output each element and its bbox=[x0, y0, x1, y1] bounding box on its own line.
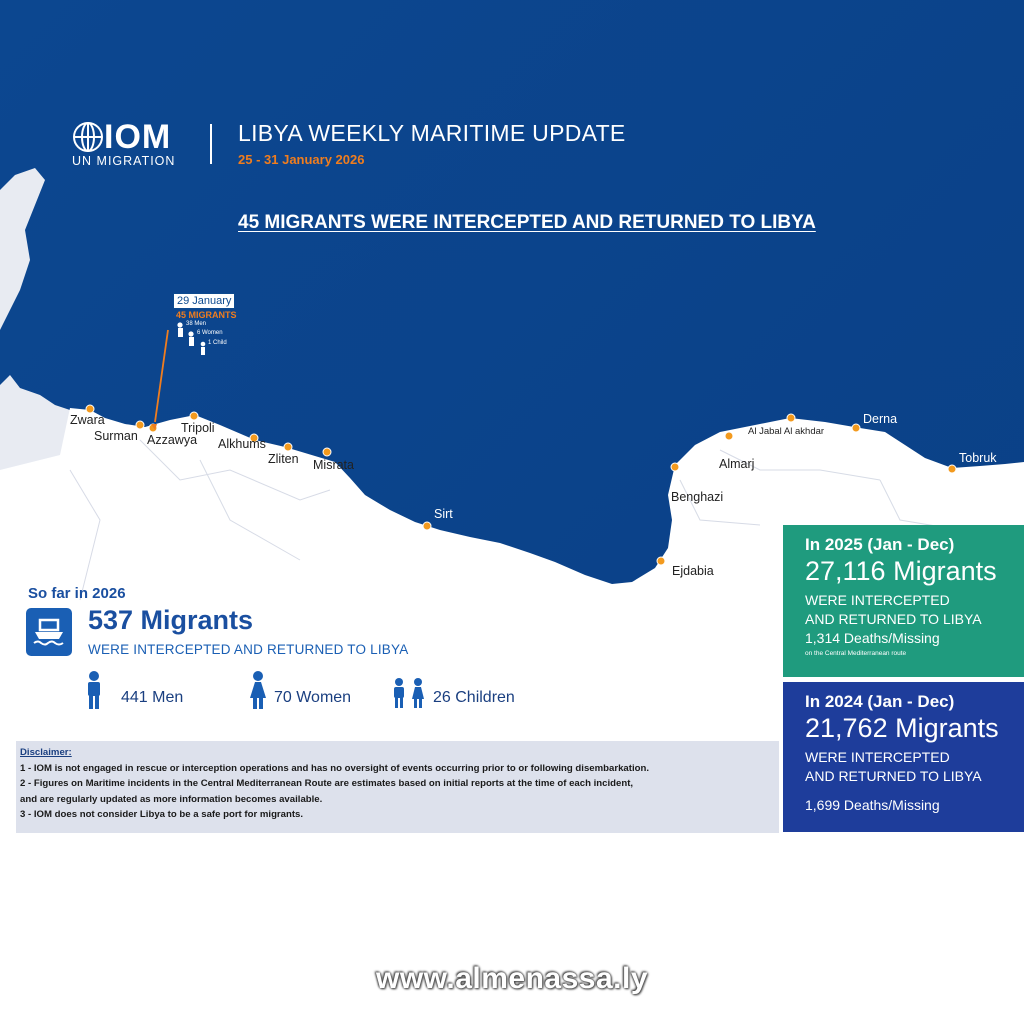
sofar-count: 537 Migrants bbox=[88, 605, 254, 635]
callout-child: 1 Child bbox=[208, 340, 227, 346]
dot-ejdabia bbox=[657, 557, 665, 565]
city-label-surman: Surman bbox=[94, 429, 138, 443]
city-label-azzawya: Azzawya bbox=[147, 433, 198, 447]
dot-derna bbox=[852, 424, 860, 432]
city-label-ejdabia: Ejdabia bbox=[672, 564, 714, 578]
disclaimer-line-2: 2 - Figures on Maritime incidents in the Central Mediterranean Route are estimates based on initial reports at the time of each incident, bbox=[20, 778, 634, 789]
callout-men: 38 Men bbox=[186, 321, 207, 327]
callout-date: 29 January bbox=[173, 293, 235, 309]
stats-2025-deaths: 1,314 Deaths/Missing bbox=[805, 630, 940, 646]
stats-2024-count: 21,762 Migrants bbox=[805, 713, 999, 743]
dot-tobruk bbox=[948, 465, 956, 473]
disclaimer-box bbox=[16, 741, 779, 833]
sofar-men: 441 Men bbox=[121, 689, 184, 706]
stats-2025-count: 27,116 Migrants bbox=[805, 556, 997, 586]
disclaimer-line-1: 1 - IOM is not engaged in rescue or interception operations and has no oversight of events occurring prior to or following disembarkation. bbox=[20, 762, 650, 774]
stats-2025-box bbox=[782, 525, 1024, 677]
callout-women: 6 Women bbox=[197, 330, 223, 336]
city-label-benghazi: Benghazi bbox=[671, 490, 724, 504]
report-title: LIBYA WEEKLY MARITIME UPDATE bbox=[238, 120, 626, 146]
city-label-tobruk: Tobruk bbox=[959, 451, 997, 465]
stats-2025-line1: WERE INTERCEPTED bbox=[805, 592, 950, 608]
dot-almarj bbox=[725, 432, 733, 440]
dot-tripoli bbox=[190, 412, 198, 420]
stats-2025-heading: In 2025 (Jan - Dec) bbox=[805, 535, 955, 554]
dot-misrata bbox=[323, 448, 331, 456]
header-divider bbox=[210, 124, 212, 164]
city-label-zliten: Zliten bbox=[268, 452, 299, 466]
sofar-heading: So far in 2026 bbox=[28, 585, 126, 602]
boat-icon bbox=[26, 608, 72, 656]
disclaimer-heading: Disclaimer: bbox=[20, 747, 72, 758]
sofar-children: 26 Children bbox=[433, 689, 515, 706]
stats-2024-line1: WERE INTERCEPTED bbox=[805, 749, 950, 765]
headline: 45 MIGRANTS WERE INTERCEPTED AND RETURNED TO LIBYA bbox=[238, 212, 816, 233]
disclaimer-line-4: 3 - IOM does not consider Libya to be a safe port for migrants. bbox=[20, 809, 304, 820]
dot-zwara bbox=[86, 405, 94, 413]
stats-2024-heading: In 2024 (Jan - Dec) bbox=[805, 692, 955, 711]
city-label-almarj: Almarj bbox=[719, 457, 755, 471]
logo-name: IOM bbox=[104, 118, 172, 156]
report-dates: 25 - 31 January 2026 bbox=[238, 152, 365, 167]
stats-2025-line2: AND RETURNED TO LIBYA bbox=[805, 611, 982, 627]
disclaimer-line-3: and are regularly updated as more information becomes available. bbox=[20, 793, 323, 805]
callout-count: 45 MIGRANTS bbox=[176, 310, 237, 320]
city-label-derna: Derna bbox=[863, 412, 898, 426]
dot-sirt bbox=[423, 522, 431, 530]
stats-2024-box bbox=[782, 682, 1024, 832]
stats-2025-note: on the Central Mediterranean route bbox=[805, 650, 907, 657]
city-label-zwara: Zwara bbox=[70, 413, 105, 427]
sofar-subtext: WERE INTERCEPTED AND RETURNED TO LIBYA bbox=[88, 642, 409, 657]
dot-benghazi bbox=[671, 463, 679, 471]
logo-subtitle: UN MIGRATION bbox=[72, 154, 176, 168]
city-label-alkhums: Alkhums bbox=[218, 437, 266, 451]
iom-logo bbox=[72, 120, 171, 154]
stats-2024-deaths: 1,699 Deaths/Missing bbox=[805, 797, 940, 813]
city-label-tripoli: Tripoli bbox=[181, 421, 215, 435]
city-label-aljabal: Al Jabal Al akhdar bbox=[748, 426, 825, 437]
sofar-women: 70 Women bbox=[274, 689, 352, 706]
stats-2024-line2: AND RETURNED TO LIBYA bbox=[805, 768, 982, 784]
city-label-sirt: Sirt bbox=[434, 507, 453, 521]
watermark: www.almenassa.ly bbox=[375, 962, 649, 995]
dot-surman bbox=[136, 421, 144, 429]
dot-zliten bbox=[284, 443, 292, 451]
dot-aljabal bbox=[787, 414, 795, 422]
city-label-misrata: Misrata bbox=[313, 458, 354, 472]
